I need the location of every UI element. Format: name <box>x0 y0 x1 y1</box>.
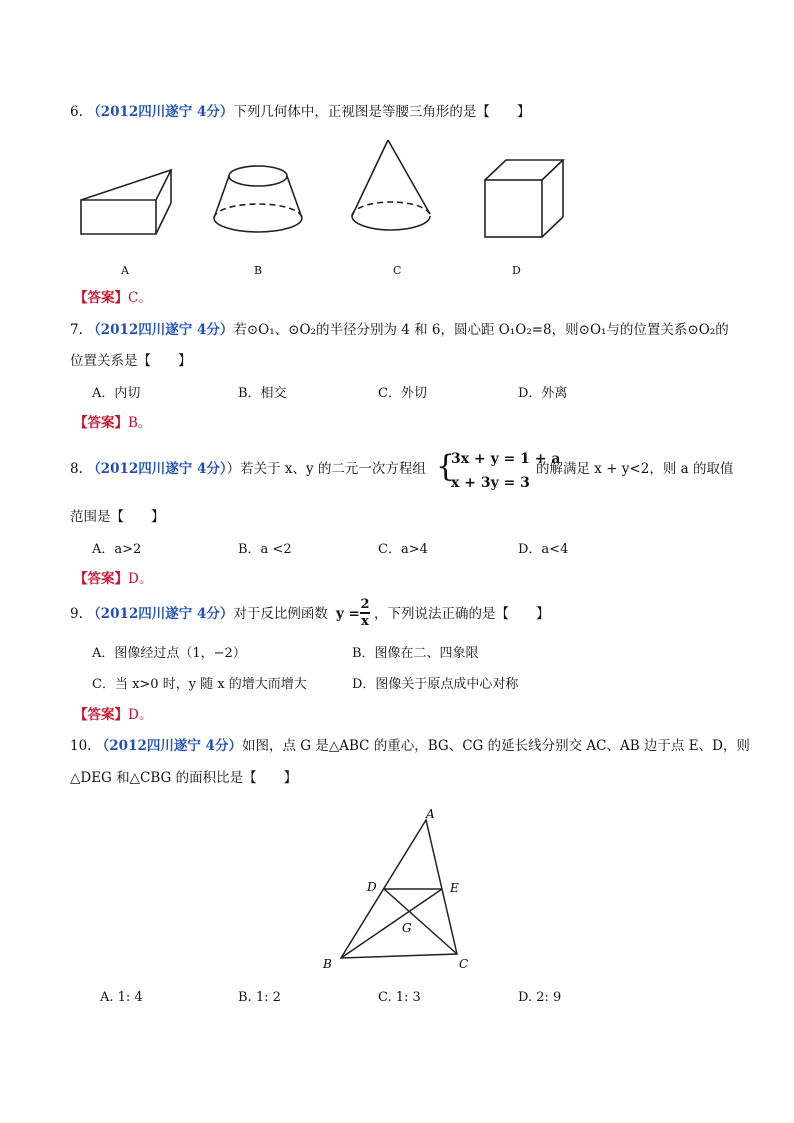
q8-answer <box>74 573 152 587</box>
q10-number: 10. <box>70 738 92 754</box>
q7-line1 <box>70 324 729 338</box>
point-label-d: D <box>367 880 377 894</box>
q10-line1 <box>70 740 750 754</box>
q7-option-c: C．外切 <box>378 386 427 401</box>
q7-text-line2: 位置关系是【 】 <box>70 353 192 369</box>
q7-number: 7. <box>70 322 83 338</box>
point-label-c: C <box>459 957 469 971</box>
q10-option-c: C. 1: 3 <box>378 990 421 1005</box>
q7-answer-tag: 【答案】 <box>74 415 128 431</box>
q6-label-a: A <box>121 264 129 277</box>
q9-answer-value: D。 <box>128 707 153 723</box>
q6-label-b: B <box>254 264 263 277</box>
q7-source: （2012四川遂宁 4分） <box>87 322 234 338</box>
q8-option-b: B．a <2 <box>238 542 292 557</box>
q10-option-a: A. 1: 4 <box>100 990 143 1005</box>
q6-answer <box>74 292 152 306</box>
point-label-e: E <box>450 881 459 895</box>
solid-c-shape <box>352 140 430 230</box>
solid-d-shape <box>485 160 563 237</box>
q9-fraction-denominator: x <box>361 613 369 629</box>
q8-text-line2: 范围是【 】 <box>70 509 165 525</box>
q8-answer-tag: 【答案】 <box>74 571 128 587</box>
q10-triangle-figure <box>310 800 490 980</box>
segment-be <box>341 889 442 958</box>
q8-option-a: A．a>2 <box>92 542 142 557</box>
point-label-a: A <box>426 807 435 821</box>
q9-answer <box>74 709 152 723</box>
q7-option-a: A．内切 <box>92 386 141 401</box>
solid-b-shape <box>214 166 302 232</box>
q9-fraction-numerator: 2 <box>360 597 370 612</box>
q9-source: （2012四川遂宁 4分） <box>87 606 234 622</box>
q8-text-post: 的解满足 x + y<2，则 a 的取值 <box>536 461 734 477</box>
q10-option-d: D. 2: 9 <box>518 990 562 1005</box>
q10-source: （2012四川遂宁 4分） <box>95 738 242 754</box>
q7-option-b: B．相交 <box>238 386 287 401</box>
q8-option-c: C．a>4 <box>378 542 428 557</box>
q6-solids-figure <box>70 130 590 250</box>
q6-answer-tag: 【答案】 <box>74 290 128 306</box>
q8-source: （2012四川遂宁 4分） <box>87 461 227 477</box>
solid-a-shape <box>81 170 171 234</box>
q9-text-pre: 对于反比例函数 <box>233 606 328 622</box>
q6-source: （2012四川遂宁 4分） <box>87 104 234 120</box>
q6-answer-value: C。 <box>128 290 152 306</box>
q9-number: 9. <box>70 606 83 622</box>
q9-answer-tag: 【答案】 <box>74 707 128 723</box>
q9-option-b: B．图像在二、四象限 <box>352 646 479 661</box>
q9-function-lhs: y = <box>336 606 360 622</box>
q6-number: 6. <box>70 104 83 120</box>
q10-text-line2: △DEG 和△CBG 的面积比是【 】 <box>70 770 298 786</box>
point-label-b: B <box>323 957 332 971</box>
q6-line <box>70 106 530 120</box>
q8-system-brace: { <box>436 449 456 484</box>
q9-function-fraction <box>360 598 370 628</box>
q7-answer-value: B。 <box>128 415 152 431</box>
q9-option-c: C．当 x>0 时，y 随 x 的增大而增大 <box>92 677 307 692</box>
q9-option-d: D．图像关于原点成中心对称 <box>352 677 519 692</box>
q6-label-c: C <box>393 264 402 277</box>
q7-option-d: D．外离 <box>518 386 568 401</box>
q8-equation-1: 3x + y = 1 + a <box>451 451 561 467</box>
point-label-g: G <box>402 921 412 935</box>
q10-option-b: B. 1: 2 <box>238 990 281 1005</box>
q7-text-line1: 若⊙O₁、⊙O₂的半径分别为 4 和 6，圆心距 O₁O₂=8，则⊙O₁与的位置关系⊙O₂的 <box>233 322 729 338</box>
q9-line1-prefix <box>70 608 328 622</box>
q8-equation-2: x + 3y = 3 <box>451 475 530 491</box>
q8-line1-prefix <box>70 463 426 477</box>
q7-answer <box>74 417 151 431</box>
q8-option-d: D．a<4 <box>518 542 569 557</box>
q9-option-a: A．图像经过点（1，−2） <box>92 646 246 661</box>
q8-number: 8. <box>70 461 83 477</box>
q8-text-pre: ）若关于 x、y 的二元一次方程组 <box>226 461 426 477</box>
q6-label-d: D <box>512 264 521 277</box>
q8-answer-value: D。 <box>128 571 153 587</box>
q9-text-post: ，下列说法正确的是【 】 <box>374 606 550 622</box>
q6-text: 下列几何体中，正视图是等腰三角形的是【 】 <box>233 104 531 120</box>
q10-text-line1: 如图，点 G 是△ABC 的重心，BG、CG 的延长线分别交 AC、AB 边于点 E、D，则 <box>241 738 750 754</box>
